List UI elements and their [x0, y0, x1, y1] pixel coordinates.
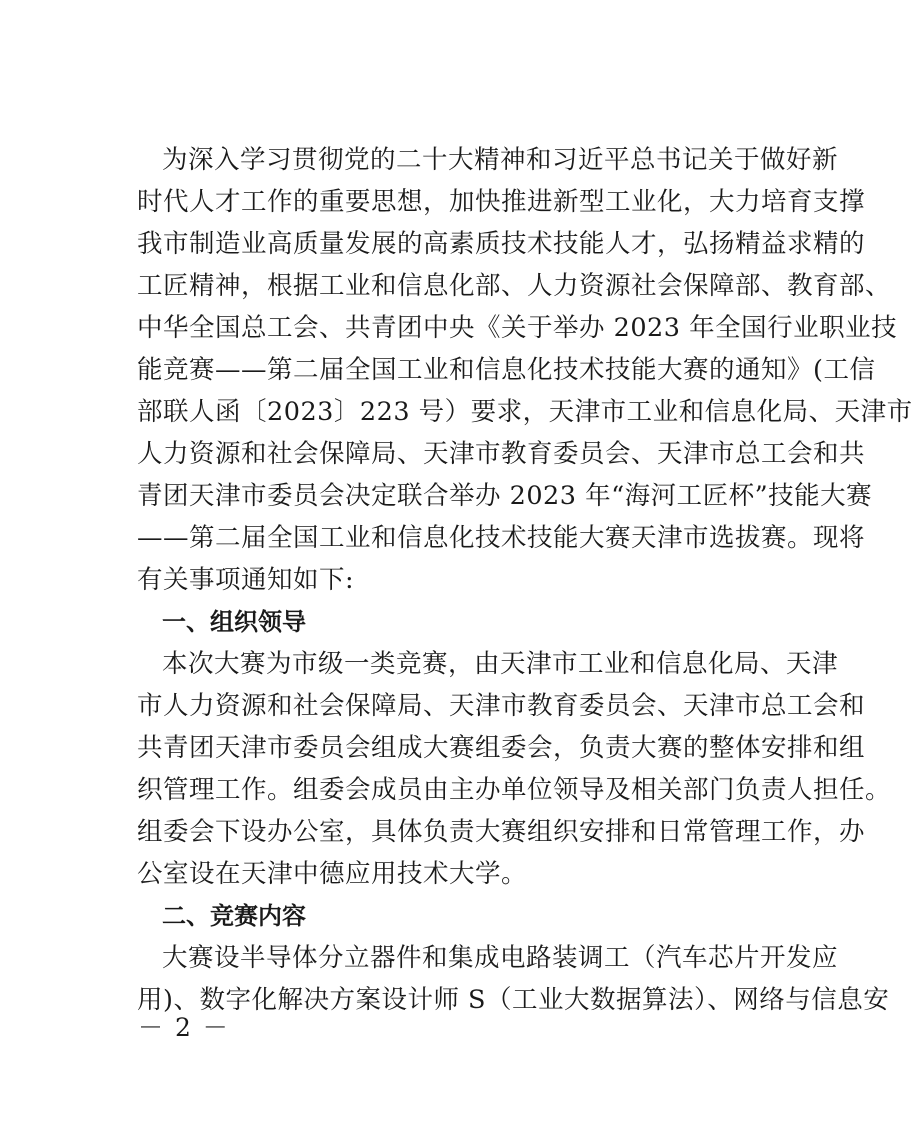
paragraph-line: 人力资源和社会保障局、天津市教育委员会、天津市总工会和共 [137, 439, 866, 469]
section-heading-organization: 一、组织领导 [162, 608, 306, 636]
page-number: － 2 － [138, 1013, 230, 1042]
paragraph-line: 能竞赛——第二届全国工业和信息化技术技能大赛的通知》(工信 [137, 355, 876, 385]
paragraph-line: 有关事项通知如下: [137, 565, 355, 595]
paragraph-line: 为深入学习贯彻党的二十大精神和习近平总书记关于做好新 [162, 145, 839, 175]
section-heading-content: 二、竞赛内容 [162, 902, 306, 930]
paragraph-line: 用)、数字化解决方案设计师 S（工业大数据算法）、网络与信息安 [137, 985, 890, 1015]
paragraph-line: 公室设在天津中德应用技术大学。 [137, 859, 528, 889]
paragraph-line: 本次大赛为市级一类竞赛，由天津市工业和信息化局、天津 [162, 649, 839, 679]
paragraph-line: ——第二届全国工业和信息化技术技能大赛天津市选拔赛。现将 [137, 523, 866, 553]
paragraph-line: 中华全国总工会、共青团中央《关于举办 2023 年全国行业职业技 [137, 313, 898, 343]
paragraph-line: 共青团天津市委员会组成大赛组委会，负责大赛的整体安排和组 [137, 733, 866, 763]
paragraph-line: 时代人才工作的重要思想，加快推进新型工业化，大力培育支撑 [137, 187, 866, 217]
paragraph-line: 青团天津市委员会决定联合举办 2023 年“海河工匠杯”技能大赛 [137, 481, 873, 511]
paragraph-line: 织管理工作。组委会成员由主办单位领导及相关部门负责人担任。 [137, 775, 892, 805]
paragraph-line: 组委会下设办公室，具体负责大赛组织安排和日常管理工作，办 [137, 817, 866, 847]
paragraph-line: 大赛设半导体分立器件和集成电路装调工（汽车芯片开发应 [162, 943, 839, 973]
paragraph-line: 市人力资源和社会保障局、天津市教育委员会、天津市总工会和 [137, 691, 866, 721]
paragraph-line: 工匠精神，根据工业和信息化部、人力资源社会保障部、教育部、 [137, 271, 892, 301]
paragraph-line: 我市制造业高质量发展的高素质技术技能人才，弘扬精益求精的 [137, 229, 866, 259]
paragraph-line: 部联人函〔2023〕223 号）要求，天津市工业和信息化局、天津市 [137, 397, 913, 427]
